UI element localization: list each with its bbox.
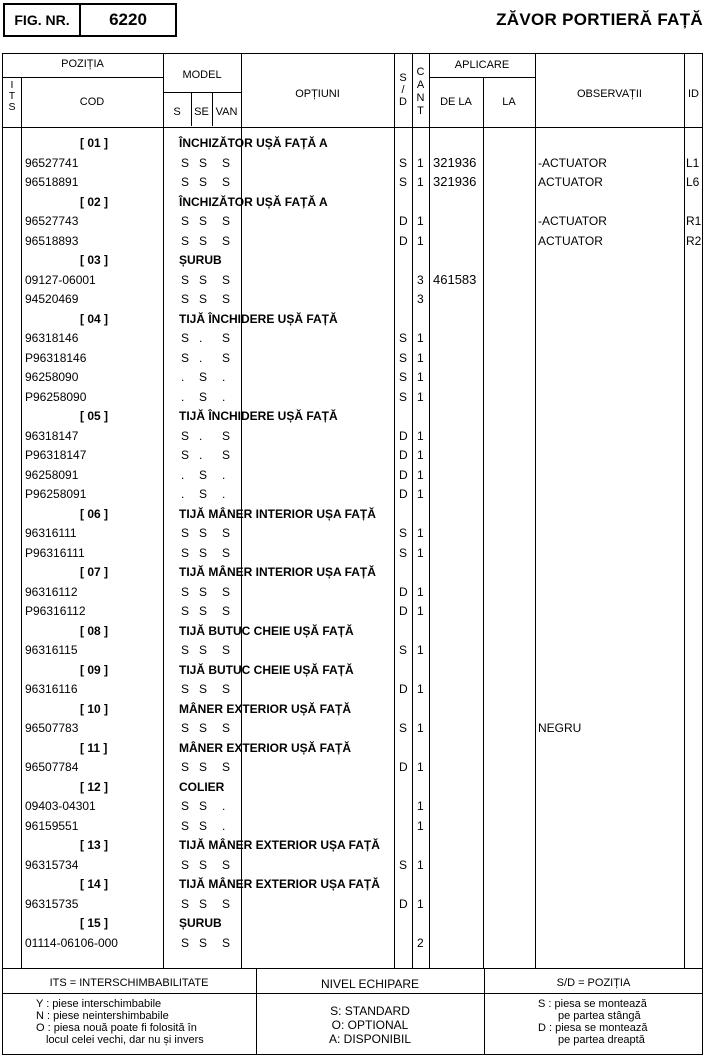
model-se: S bbox=[199, 604, 208, 618]
part-code: 96258091 bbox=[25, 467, 79, 482]
model-van: S bbox=[222, 682, 231, 696]
side: S bbox=[399, 857, 408, 872]
group-description: TIJĂ MÂNER INTERIOR UȘA FAȚĂ bbox=[179, 565, 376, 579]
side: D bbox=[399, 487, 408, 501]
quantity: 1 bbox=[417, 389, 424, 404]
position-number: [ 04 ] bbox=[80, 311, 109, 326]
part-code: P96316111 bbox=[25, 545, 85, 560]
quantity: 1 bbox=[417, 448, 424, 462]
side: S bbox=[399, 643, 408, 657]
page-title: ZĂVOR PORTIERĂ FAȚĂ bbox=[496, 10, 703, 29]
model-s: S bbox=[181, 155, 190, 170]
part-code: 96315735 bbox=[25, 896, 79, 911]
model-se: S bbox=[199, 857, 208, 872]
model-van: . bbox=[222, 467, 226, 482]
from-serial: 321936 bbox=[433, 154, 477, 170]
position-number: [ 05 ] bbox=[80, 409, 109, 423]
side: S bbox=[399, 721, 408, 735]
model-van: . bbox=[222, 487, 226, 501]
side: S bbox=[399, 175, 408, 189]
side: D bbox=[399, 584, 408, 599]
model-van: S bbox=[222, 604, 231, 618]
position-number: [ 03 ] bbox=[80, 253, 109, 267]
model-s: S bbox=[181, 350, 190, 365]
part-code: P96318147 bbox=[25, 448, 87, 462]
quantity: 1 bbox=[417, 857, 424, 872]
model-se: S bbox=[199, 935, 208, 950]
part-code: 09403-04301 bbox=[25, 799, 96, 813]
part-code: 96518893 bbox=[25, 233, 79, 248]
part-code: 96316115 bbox=[25, 643, 78, 657]
col-la: LA bbox=[502, 96, 516, 108]
model-van: S bbox=[222, 428, 231, 443]
col-aplicare: APLICARE bbox=[454, 59, 510, 71]
model-se: . bbox=[199, 448, 203, 462]
part-id: R2 bbox=[686, 233, 702, 248]
quantity: 3 bbox=[417, 272, 424, 287]
col-sd: S / D bbox=[399, 72, 407, 108]
model-s: . bbox=[181, 467, 185, 482]
model-se: S bbox=[199, 214, 208, 228]
model-se: S bbox=[199, 467, 208, 482]
quantity: 1 bbox=[417, 155, 424, 170]
position-number: [ 01 ] bbox=[80, 136, 109, 150]
model-se: S bbox=[199, 721, 208, 735]
side: D bbox=[399, 214, 408, 228]
side: S bbox=[399, 350, 408, 365]
model-van: S bbox=[222, 896, 231, 911]
model-s: S bbox=[181, 857, 190, 872]
part-code: 96258090 bbox=[25, 370, 79, 384]
model-se: S bbox=[199, 272, 208, 287]
model-s: S bbox=[181, 233, 190, 248]
quantity: 1 bbox=[417, 545, 424, 560]
col-model-s: S bbox=[173, 106, 181, 118]
part-code: 96318146 bbox=[25, 331, 79, 345]
quantity: 1 bbox=[417, 799, 424, 813]
quantity: 1 bbox=[417, 467, 424, 482]
model-se: S bbox=[199, 643, 208, 657]
side: D bbox=[399, 760, 408, 774]
col-optiuni: OPȚIUNI bbox=[295, 88, 340, 100]
part-code: 96316112 bbox=[25, 584, 78, 599]
side: S bbox=[399, 389, 408, 404]
group-description: ȘURUB bbox=[179, 253, 222, 267]
quantity: 1 bbox=[417, 350, 424, 365]
position-number: [ 15 ] bbox=[80, 916, 109, 930]
model-se: . bbox=[199, 331, 203, 345]
quantity: 1 bbox=[417, 487, 424, 501]
quantity: 1 bbox=[417, 175, 424, 189]
quantity: 1 bbox=[417, 896, 424, 911]
quantity: 1 bbox=[417, 331, 424, 345]
quantity: 1 bbox=[417, 818, 424, 833]
col-its: I T S bbox=[8, 79, 16, 113]
group-description: TIJĂ BUTUC CHEIE UȘĂ FAȚĂ bbox=[179, 662, 354, 677]
side: S bbox=[399, 155, 408, 170]
model-s: S bbox=[181, 935, 190, 950]
side: D bbox=[399, 896, 408, 911]
model-se: S bbox=[199, 799, 208, 813]
remarks: ACTUATOR bbox=[538, 175, 603, 189]
model-s: S bbox=[181, 175, 190, 189]
group-description: TIJĂ MÂNER EXTERIOR UȘA FAȚĂ bbox=[179, 838, 380, 852]
model-van: S bbox=[222, 526, 231, 540]
position-number: [ 14 ] bbox=[80, 877, 109, 891]
model-van: S bbox=[222, 350, 231, 365]
col-model-van: VAN bbox=[215, 106, 238, 118]
model-se: S bbox=[199, 487, 208, 501]
model-se: S bbox=[199, 175, 208, 189]
model-se: . bbox=[199, 428, 203, 443]
part-code: P96258090 bbox=[25, 389, 87, 404]
footer-nivel-legend: S: STANDARD O: OPTIONAL A: DISPONIBIL bbox=[328, 1004, 412, 1046]
group-description: ÎNCHIZĂTOR UȘĂ FAȚĂ A bbox=[179, 136, 328, 150]
model-s: S bbox=[181, 272, 190, 287]
position-number: [ 09 ] bbox=[80, 662, 109, 677]
group-description: TIJĂ MÂNER EXTERIOR UȘA FAȚĂ bbox=[179, 877, 380, 891]
model-s: . bbox=[181, 370, 185, 384]
side: D bbox=[399, 467, 408, 482]
model-van: . bbox=[222, 799, 226, 813]
model-se: S bbox=[199, 896, 208, 911]
col-de-la: DE LA bbox=[440, 96, 472, 108]
col-cod: COD bbox=[79, 96, 105, 108]
footer-sd-legend: S : piesa se montează pe partea stângă D : piesa se montează pe partea dreaptă bbox=[538, 998, 648, 1046]
model-se: S bbox=[199, 682, 208, 696]
footer-its-title: ITS = INTERSCHIMBABILITATE bbox=[49, 977, 209, 989]
model-se: S bbox=[199, 760, 208, 774]
footer-nivel-title: NIVEL ECHIPARE bbox=[320, 977, 420, 991]
group-description: MÂNER EXTERIOR UȘĂ FAȚĂ bbox=[179, 740, 352, 755]
model-se: S bbox=[199, 155, 208, 170]
group-description: COLIER bbox=[179, 779, 225, 794]
model-s: S bbox=[181, 448, 190, 462]
position-number: [ 02 ] bbox=[80, 194, 109, 209]
model-s: S bbox=[181, 545, 190, 560]
remarks: -ACTUATOR bbox=[538, 155, 607, 170]
position-number: [ 12 ] bbox=[80, 779, 109, 794]
part-code: 09127-06001 bbox=[25, 272, 96, 287]
model-van: . bbox=[222, 818, 226, 833]
model-se: S bbox=[199, 292, 208, 306]
part-code: 94520469 bbox=[25, 292, 79, 306]
model-se: S bbox=[199, 584, 208, 599]
group-description: ȘURUB bbox=[179, 916, 222, 930]
part-id: L6 bbox=[686, 175, 700, 189]
quantity: 1 bbox=[417, 760, 424, 774]
position-number: [ 06 ] bbox=[80, 506, 109, 521]
side: D bbox=[399, 682, 408, 696]
model-van: S bbox=[222, 935, 231, 950]
remarks: NEGRU bbox=[538, 721, 582, 735]
model-s: S bbox=[181, 760, 190, 774]
quantity: 1 bbox=[417, 643, 424, 657]
part-code: 96507784 bbox=[25, 760, 79, 774]
part-code: 96316111 bbox=[25, 526, 77, 540]
model-s: S bbox=[181, 331, 190, 345]
model-van: S bbox=[222, 214, 231, 228]
model-van: S bbox=[222, 292, 231, 306]
quantity: 1 bbox=[417, 526, 424, 540]
quantity: 2 bbox=[417, 935, 424, 950]
remarks: ACTUATOR bbox=[538, 233, 603, 248]
model-van: S bbox=[222, 760, 231, 774]
model-s: S bbox=[181, 292, 190, 306]
model-van: S bbox=[222, 545, 231, 560]
group-description: TIJĂ ÎNCHIDERE UȘĂ FAȚĂ bbox=[179, 409, 338, 423]
part-code: P96258091 bbox=[25, 487, 87, 501]
position-number: [ 08 ] bbox=[80, 623, 109, 638]
from-serial: 321936 bbox=[433, 174, 477, 189]
quantity: 1 bbox=[417, 370, 424, 384]
model-se: S bbox=[199, 545, 208, 560]
part-code: 96316116 bbox=[25, 682, 78, 696]
col-model: MODEL bbox=[182, 69, 222, 81]
model-s: S bbox=[181, 643, 190, 657]
side: D bbox=[399, 428, 408, 443]
part-code: 96507783 bbox=[25, 721, 79, 735]
col-model-se: SE bbox=[194, 106, 209, 118]
part-code: P96318146 bbox=[25, 350, 87, 365]
model-van: S bbox=[222, 857, 231, 872]
col-cant: C A N T bbox=[416, 66, 425, 117]
col-pozitia: POZIȚIA bbox=[61, 58, 104, 70]
model-se: S bbox=[199, 233, 208, 248]
model-se: . bbox=[199, 350, 203, 365]
side: S bbox=[399, 370, 408, 384]
model-van: S bbox=[222, 448, 231, 462]
model-s: S bbox=[181, 799, 190, 813]
model-van: S bbox=[222, 175, 231, 189]
model-van: S bbox=[222, 155, 231, 170]
side: S bbox=[399, 545, 408, 560]
model-se: S bbox=[199, 526, 208, 540]
part-code: 96159551 bbox=[25, 818, 79, 833]
model-se: S bbox=[199, 370, 208, 384]
col-id: ID bbox=[688, 88, 699, 100]
model-van: S bbox=[222, 331, 231, 345]
fig-label: FIG. NR. bbox=[3, 3, 81, 37]
col-observatii: OBSERVAȚII bbox=[576, 88, 642, 100]
quantity: 1 bbox=[417, 721, 424, 735]
model-s: S bbox=[181, 428, 190, 443]
position-number: [ 13 ] bbox=[80, 838, 109, 852]
model-se: S bbox=[199, 818, 208, 833]
from-serial: 461583 bbox=[433, 271, 477, 287]
quantity: 1 bbox=[417, 604, 424, 618]
quantity: 1 bbox=[417, 584, 424, 599]
model-van: . bbox=[222, 389, 226, 404]
part-id: R1 bbox=[686, 214, 702, 228]
model-van: S bbox=[222, 233, 231, 248]
part-code: P96316112 bbox=[25, 604, 86, 618]
model-s: S bbox=[181, 896, 190, 911]
model-s: S bbox=[181, 604, 190, 618]
position-number: [ 07 ] bbox=[80, 565, 109, 579]
group-description: ÎNCHIZĂTOR UȘĂ FAȚĂ A bbox=[179, 194, 328, 209]
model-s: S bbox=[181, 584, 190, 599]
side: S bbox=[399, 526, 408, 540]
part-id: L1 bbox=[686, 155, 700, 170]
part-code: 96527743 bbox=[25, 214, 79, 228]
model-van: S bbox=[222, 643, 231, 657]
model-van: S bbox=[222, 721, 231, 735]
part-code: 96315734 bbox=[25, 857, 79, 872]
fig-number: 6220 bbox=[79, 3, 177, 37]
remarks: -ACTUATOR bbox=[538, 214, 607, 228]
model-s: S bbox=[181, 526, 190, 540]
position-number: [ 10 ] bbox=[80, 701, 109, 716]
footer-sd-title: S/D = POZIȚIA bbox=[556, 977, 631, 989]
quantity: 1 bbox=[417, 428, 424, 443]
part-code: 96318147 bbox=[25, 428, 79, 443]
quantity: 1 bbox=[417, 682, 424, 696]
side: D bbox=[399, 448, 408, 462]
model-van: S bbox=[222, 584, 231, 599]
group-description: TIJĂ MÂNER INTERIOR UȘA FAȚĂ bbox=[179, 506, 376, 521]
side: S bbox=[399, 331, 408, 345]
model-s: S bbox=[181, 721, 190, 735]
model-van: S bbox=[222, 272, 231, 287]
group-description: MÂNER EXTERIOR UȘĂ FAȚĂ bbox=[179, 701, 352, 716]
group-description: TIJĂ ÎNCHIDERE UȘĂ FAȚĂ bbox=[179, 311, 338, 326]
quantity: 1 bbox=[417, 233, 424, 248]
part-code: 96527741 bbox=[25, 155, 79, 170]
model-s: . bbox=[181, 487, 185, 501]
part-code: 01114-06106-000 bbox=[25, 935, 118, 950]
group-description: TIJĂ BUTUC CHEIE UȘĂ FAȚĂ bbox=[179, 623, 354, 638]
part-code: 96518891 bbox=[25, 175, 79, 189]
model-s: S bbox=[181, 682, 190, 696]
model-se: S bbox=[199, 389, 208, 404]
footer-its-legend: Y : piese interschimbabile N : piese neintershimbabile O : piesa nouă poate fi folosită în locul celei vechi, dar nu și invers bbox=[36, 998, 204, 1046]
model-s: S bbox=[181, 214, 190, 228]
model-s: S bbox=[181, 818, 190, 833]
quantity: 1 bbox=[417, 214, 424, 228]
position-number: [ 11 ] bbox=[80, 740, 108, 755]
side: D bbox=[399, 604, 408, 618]
model-s: . bbox=[181, 389, 185, 404]
side: D bbox=[399, 233, 408, 248]
model-van: . bbox=[222, 370, 226, 384]
quantity: 3 bbox=[417, 292, 424, 306]
